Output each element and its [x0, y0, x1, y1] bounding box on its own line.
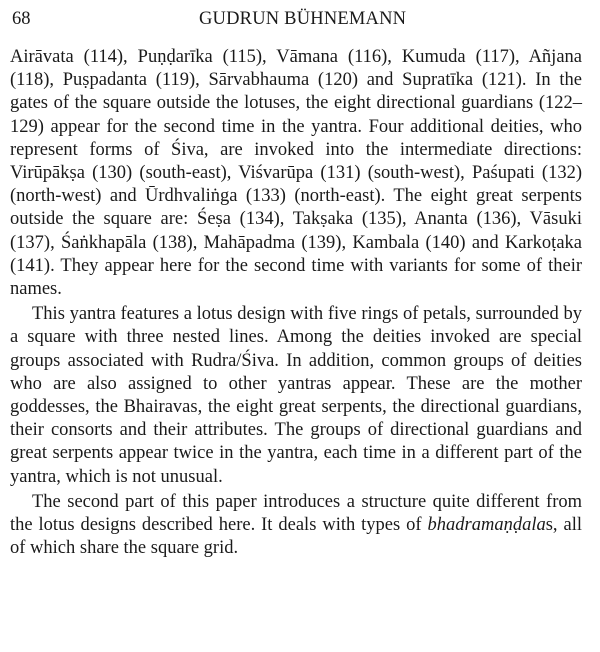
- book-page: [10, 6, 582, 560]
- paragraph-text-tail: s, all of which share the square grid.: [10, 515, 582, 559]
- body-text: [10, 46, 582, 560]
- paragraph-text-lead: The second part of this paper introduces a structure quite different from the lotus designs described here. It deals with types of: [10, 491, 582, 536]
- paragraph-second-part: [10, 491, 582, 561]
- paragraph-yantra-summary: This yantra features a lotus design with five rings of petals, surrounded by a square with three nested lines. Among the deities invoked are special groups associated with Rudra/Śiva. In addition, common groups of deities who are also assigned to other yantras appear. These are the mother goddesses, the Bhairavas, the eight great serpents, the directional guardians, their consorts and their attributes. The groups of directional guardians and great serpents appear twice in the yantra, each time in a different part of the yantra, which is not unusual.: [10, 304, 582, 487]
- italic-term: bhadramaṇḍala: [427, 515, 546, 536]
- running-head: [10, 6, 582, 36]
- running-head-author: GUDRUN BÜHNEMANN: [199, 9, 407, 29]
- paragraph-continued: Airāvata (114), Puṇḍarīka (115), Vāmana (116), Kumuda (117), Añjana (118), Puṣpadanta (119), Sārvabhauma (120) and Supratīka (121). In the gates of the square outside the lotuses, the eight directional guardians (122–129) appear for the second time in the yantra. Four additional deities, who represent forms of Śiva, are invoked into the intermediate directions: Virūpākṣa (130) (south-east), Viśvarūpa (131) (south-west), Paśupati (132) (north-west) and Ūrdhvaliṅga (133) (north-east). The eight great serpents outside the square are: Śeṣa (134), Takṣaka (135), Ananta (136), Vāsuki (137), Śaṅkhapāla (138), Mahāpadma (139), Kambala (140) and Karkoṭaka (141). They appear here for the second time with variants for some of their names.: [10, 47, 582, 300]
- page-number: 68: [12, 9, 31, 29]
